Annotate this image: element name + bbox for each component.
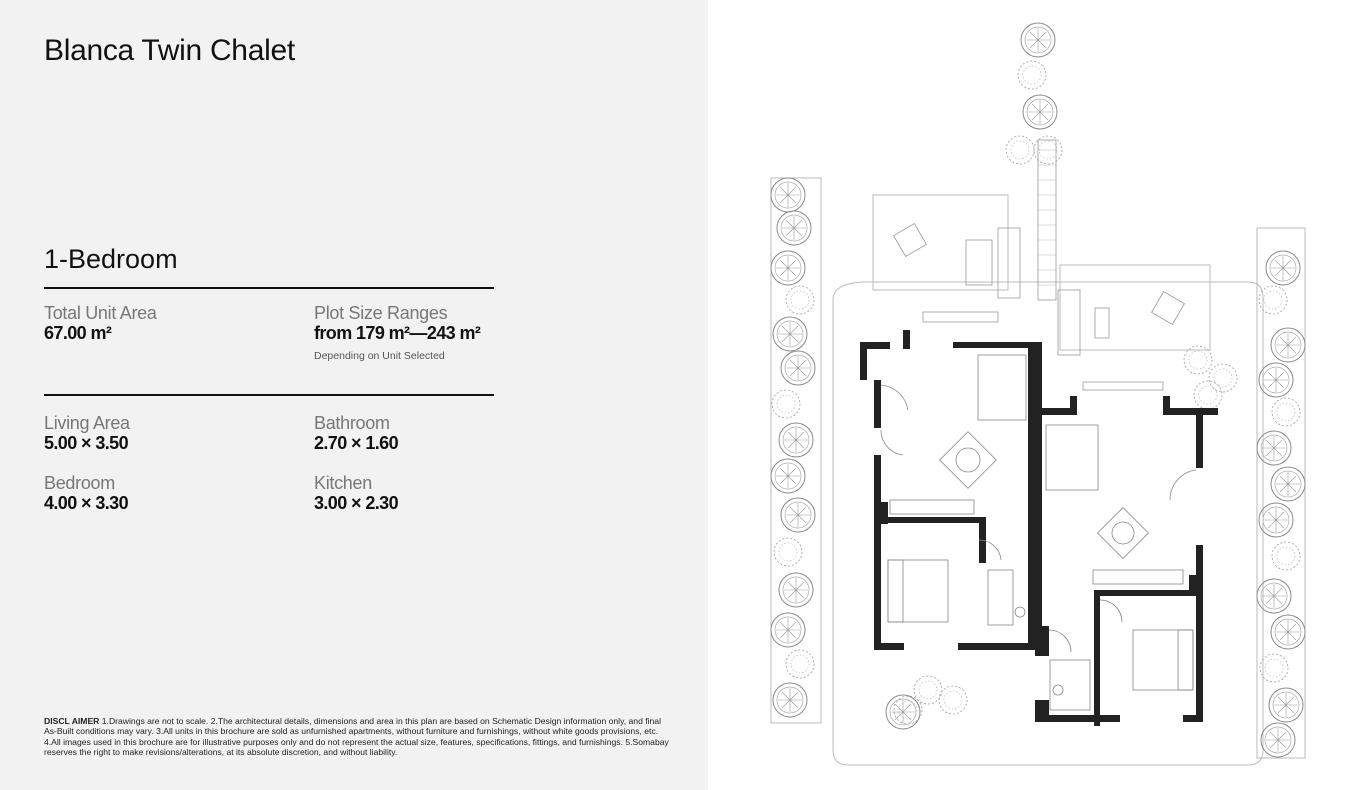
spec-label: Kitchen [314, 473, 372, 493]
unit-b-walls [1035, 396, 1218, 726]
spec-kitchen [314, 473, 398, 513]
spec-value: 4.00 × 3.30 [44, 493, 128, 513]
disclaimer [44, 716, 674, 758]
spec-label: Bedroom [44, 473, 115, 493]
spec-value: 3.00 × 2.30 [314, 493, 398, 513]
spec-value: from 179 m²—243 m² [314, 323, 481, 343]
page-title: Blanca Twin Chalet [44, 34, 295, 67]
disclaimer-text: 1.Drawings are not to scale. 2.The architectural details, dimensions and area in this plan are based on Schematic Design information only, and final As-Built conditions may vary. 3.All units in this brochure are sold as unfurnished apartments, without furniture and furnishings, without white goods provisions, etc. 4.All images used in this brochure are for illustrative purposes only and do not represent the actual size, features, specifications, fittings, and furnishings. 5.Somabay reserves the right to make revisions/alterations, at its absolute discretion, and without liability. [44, 716, 669, 758]
spec-label: Bathroom [314, 413, 390, 433]
disclaimer-heading: DISCL AIMER [44, 716, 100, 726]
spec-bedroom [44, 473, 128, 513]
spec-value: 67.00 m² [44, 323, 112, 343]
spec-value: 5.00 × 3.50 [44, 433, 128, 453]
spec-bathroom [314, 413, 398, 453]
unit-type-heading: 1-Bedroom [44, 244, 178, 274]
spec-total-unit-area [44, 303, 157, 343]
unit-b-fixtures [1046, 425, 1196, 710]
floor-plan-panel [708, 0, 1367, 790]
spec-note: Depending on Unit Selected [314, 350, 445, 362]
spec-label: Total Unit Area [44, 303, 157, 323]
spec-value: 2.70 × 1.60 [314, 433, 398, 453]
spec-living-area [44, 413, 130, 453]
trees-left [771, 178, 821, 723]
floor-plan-drawing [708, 0, 1367, 790]
unit-a-walls [860, 330, 1042, 650]
spec-plot-size [314, 303, 480, 362]
spec-label: Plot Size Ranges [314, 303, 448, 323]
trees-right [1257, 228, 1305, 758]
spec-label: Living Area [44, 413, 130, 433]
garden-path [886, 23, 1237, 729]
divider-middle [44, 394, 494, 396]
divider-top [44, 287, 494, 289]
unit-a-fixtures [881, 355, 1026, 625]
